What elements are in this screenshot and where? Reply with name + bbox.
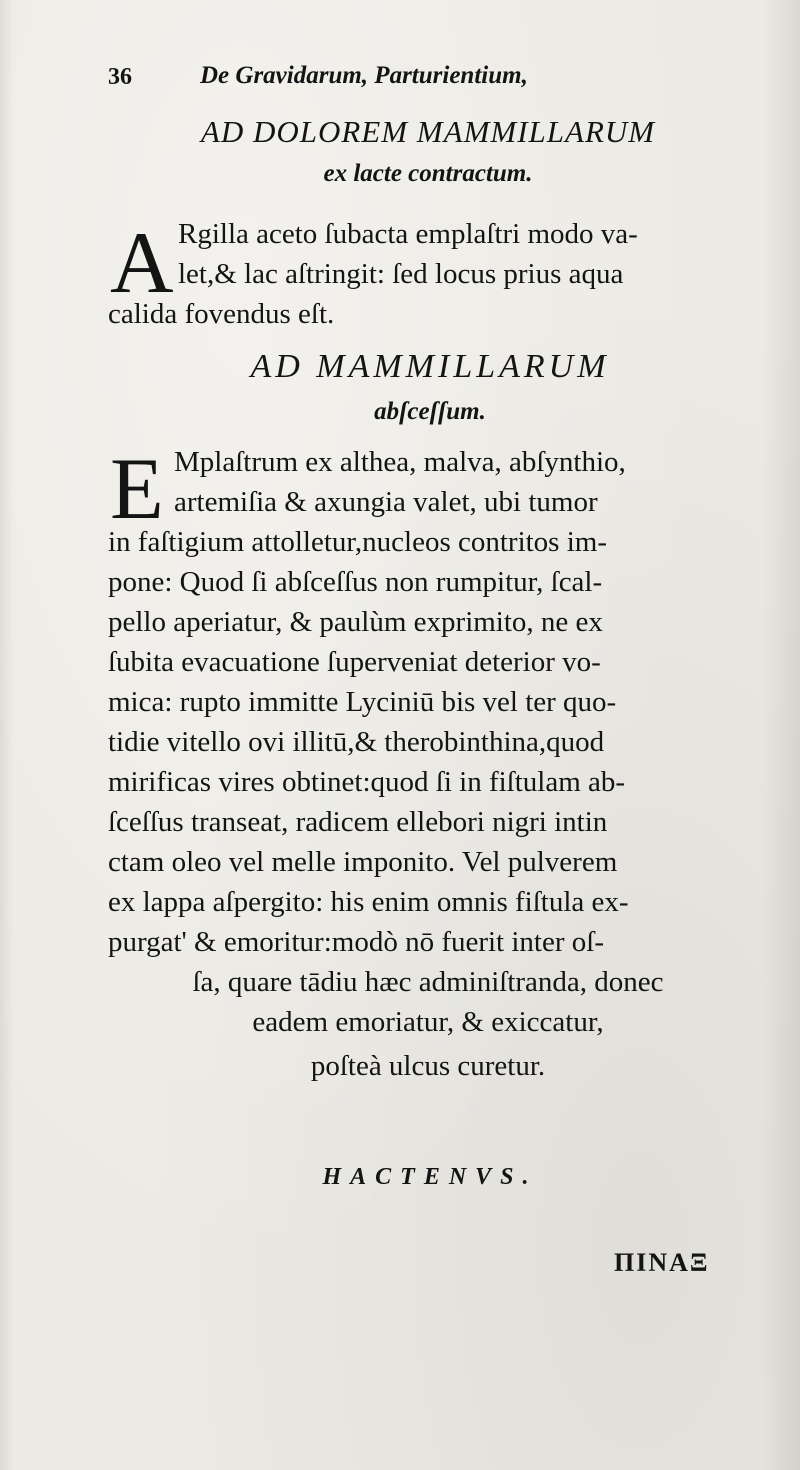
text-line: purgat' & emoritur:modò nō fuerit inter oſ- (108, 926, 604, 958)
section-2-dropcap: E (110, 441, 164, 538)
text-line: artemiſia & axungia valet, ubi tumor (174, 486, 598, 518)
text-line: tidie vitello ovi illitū,& therobinthina,quod (108, 726, 605, 758)
finis-mark: HACTENVS. (322, 1164, 538, 1190)
text-line: eadem emoriatur, & exiccatur, (252, 1006, 604, 1038)
page-edge-shadow (762, 0, 800, 1470)
section-2-title: AD MAMMILLARUM (250, 348, 610, 385)
running-title: De Gravidarum, Parturientium, (200, 62, 528, 89)
section-2-paragraph (108, 441, 748, 1124)
text-line: ſubita evacuatione ſuperveniat deterior vo- (108, 646, 601, 678)
text-line: pone: Quod ſi abſceſſus non rumpitur, ſcal- (108, 566, 603, 598)
text-line: pello aperiatur, & paulùm exprimito, ne ex (108, 606, 603, 638)
section-1-subtitle: ex lacte contractum. (323, 160, 533, 187)
text-line: Rgilla aceto ſubacta emplaſtri modo va- (178, 218, 638, 250)
text-line: ex lappa aſpergito: his enim omnis fiſtula ex- (108, 886, 629, 918)
text-line: ctam oleo vel melle imponito. Vel pulverem (108, 846, 618, 878)
page-number: 36 (108, 64, 132, 90)
catchword: ΠΙΝΑΞ (614, 1248, 710, 1277)
text-line: in faſtigium attolletur,nucleos contritos im- (108, 526, 607, 558)
text-line: ſceſſus transeat, radicem ellebori nigri intin (108, 806, 608, 838)
text-line: mica: rupto immitte Lyciniū bis vel ter quo- (108, 686, 617, 718)
text-line: poſteà ulcus curetur. (310, 1050, 546, 1082)
text-line: ſa, quare tādiu hæc adminiſtranda, donec (192, 966, 664, 998)
page-gutter-shadow (0, 0, 14, 1470)
section-2-subtitle: abſceſſum. (374, 398, 486, 425)
section-1-dropcap: A (110, 215, 174, 312)
text-line: let,& lac aſtringit: ſed locus prius aqua (178, 258, 624, 290)
section-1-paragraph (108, 216, 748, 336)
text-line: mirificas vires obtinet:quod ſi in fiſtulam ab- (108, 766, 626, 798)
text-line: Mplaſtrum ex althea, malva, abſynthio, (174, 446, 626, 478)
section-1-title: AD DOLOREM MAMMILLARUM (200, 114, 656, 149)
text-line: calida fovendus eſt. (108, 298, 335, 330)
running-header (108, 58, 748, 98)
